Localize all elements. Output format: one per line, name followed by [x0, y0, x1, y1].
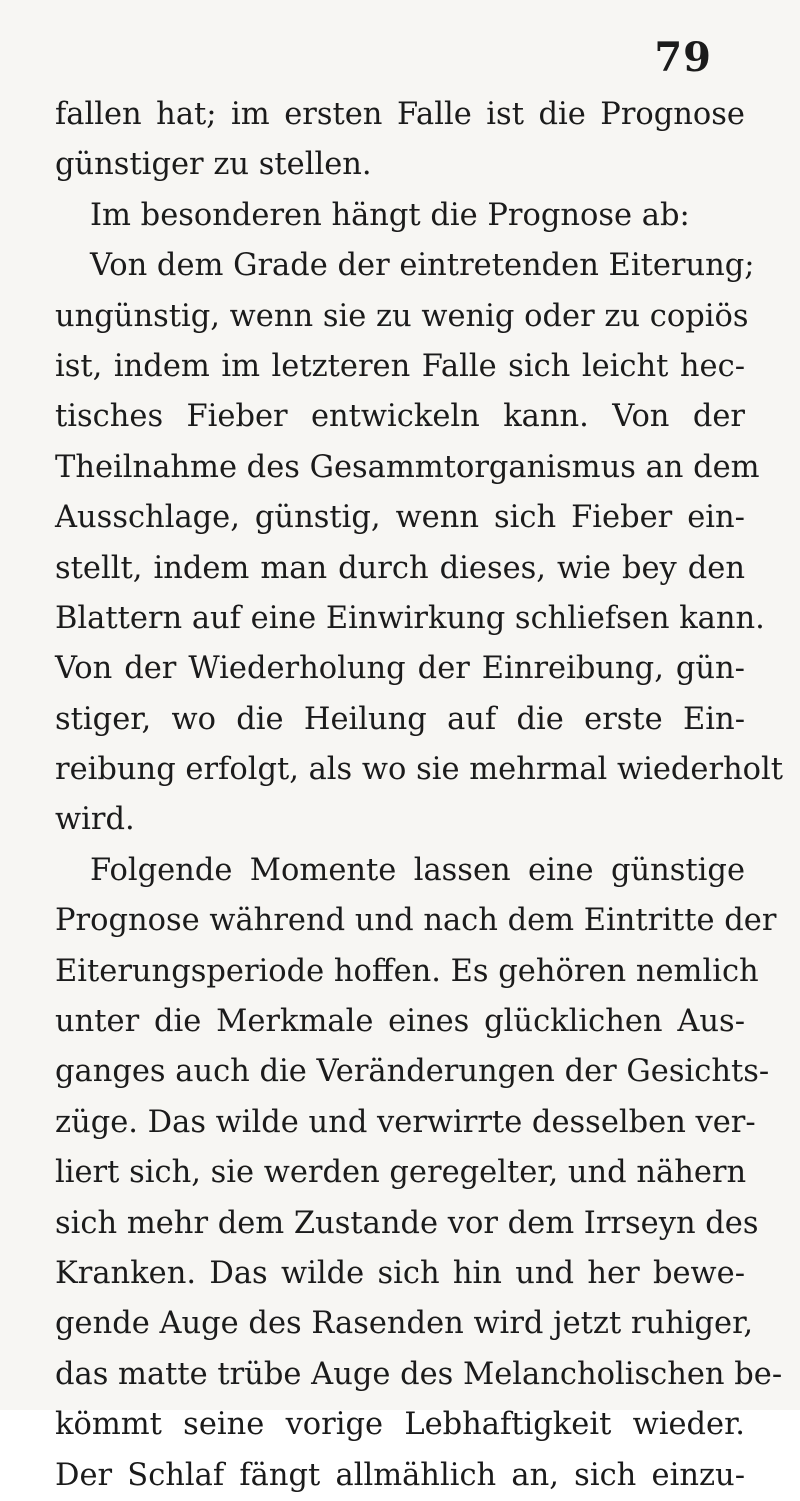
- text-line: gende Auge des Rasenden wird jetzt ruhiger,: [55, 1306, 754, 1342]
- text-line: Blattern auf eine Einwirkung schliefsen kann.: [55, 600, 765, 636]
- text-line: Kranken. Das wilde sich hin und her bewe-: [55, 1255, 745, 1291]
- text-line: ungünstig, wenn sie zu wenig oder zu copiös: [55, 298, 749, 334]
- text-line: das matte trübe Auge des Melancholischen be-: [55, 1356, 783, 1392]
- text-line: ist, indem im letzteren Falle sich leicht hec-: [55, 348, 745, 384]
- text-line: Folgende Momente lassen eine günstige: [90, 852, 745, 888]
- text-line: Von dem Grade der eintretenden Eiterung;: [90, 248, 755, 284]
- text-line: liert sich, sie werden geregelter, und nähern: [55, 1155, 747, 1191]
- text-line: kömmt seine vorige Lebhaftigkeit wieder.: [55, 1407, 745, 1443]
- text-line: reibung erfolgt, als wo sie mehrmal wiederholt: [55, 752, 784, 788]
- text-line: sich mehr dem Zustande vor dem Irrseyn des: [55, 1205, 759, 1241]
- text-line: Ausschlage, günstig, wenn sich Fieber ein-: [55, 500, 745, 536]
- text-line: wird.: [55, 802, 135, 838]
- page-body-text: [55, 90, 784, 1501]
- text-line: Von der Wiederholung der Einreibung, gün-: [55, 651, 745, 687]
- text-line: unter die Merkmale eines glücklichen Aus-: [55, 1004, 745, 1040]
- text-line: fallen hat; im ersten Falle ist die Prognose: [55, 97, 745, 132]
- text-line: stellt, indem man durch dieses, wie bey den: [55, 550, 745, 586]
- text-line: züge. Das wilde und verwirrte desselben ver-: [55, 1104, 756, 1140]
- text-line: Der Schlaf fängt allmählich an, sich einzu-: [55, 1457, 745, 1493]
- text-line: Theilnahme des Gesammtorganismus an dem: [55, 449, 760, 485]
- page-number: 79: [654, 34, 712, 81]
- text-line: Prognose während und nach dem Eintritte der: [55, 903, 777, 939]
- text-line: Im besonderen hängt die Prognose ab:: [90, 197, 690, 233]
- text-line: günstiger zu stellen.: [55, 147, 372, 183]
- text-line: Eiterungsperiode hoffen. Es gehören nemlich: [55, 953, 759, 989]
- text-line: stiger, wo die Heilung auf die erste Ein-: [55, 701, 745, 737]
- text-line: tisches Fieber entwickeln kann. Von der: [55, 399, 745, 435]
- text-line: ganges auch die Veränderungen der Gesichts-: [55, 1054, 770, 1090]
